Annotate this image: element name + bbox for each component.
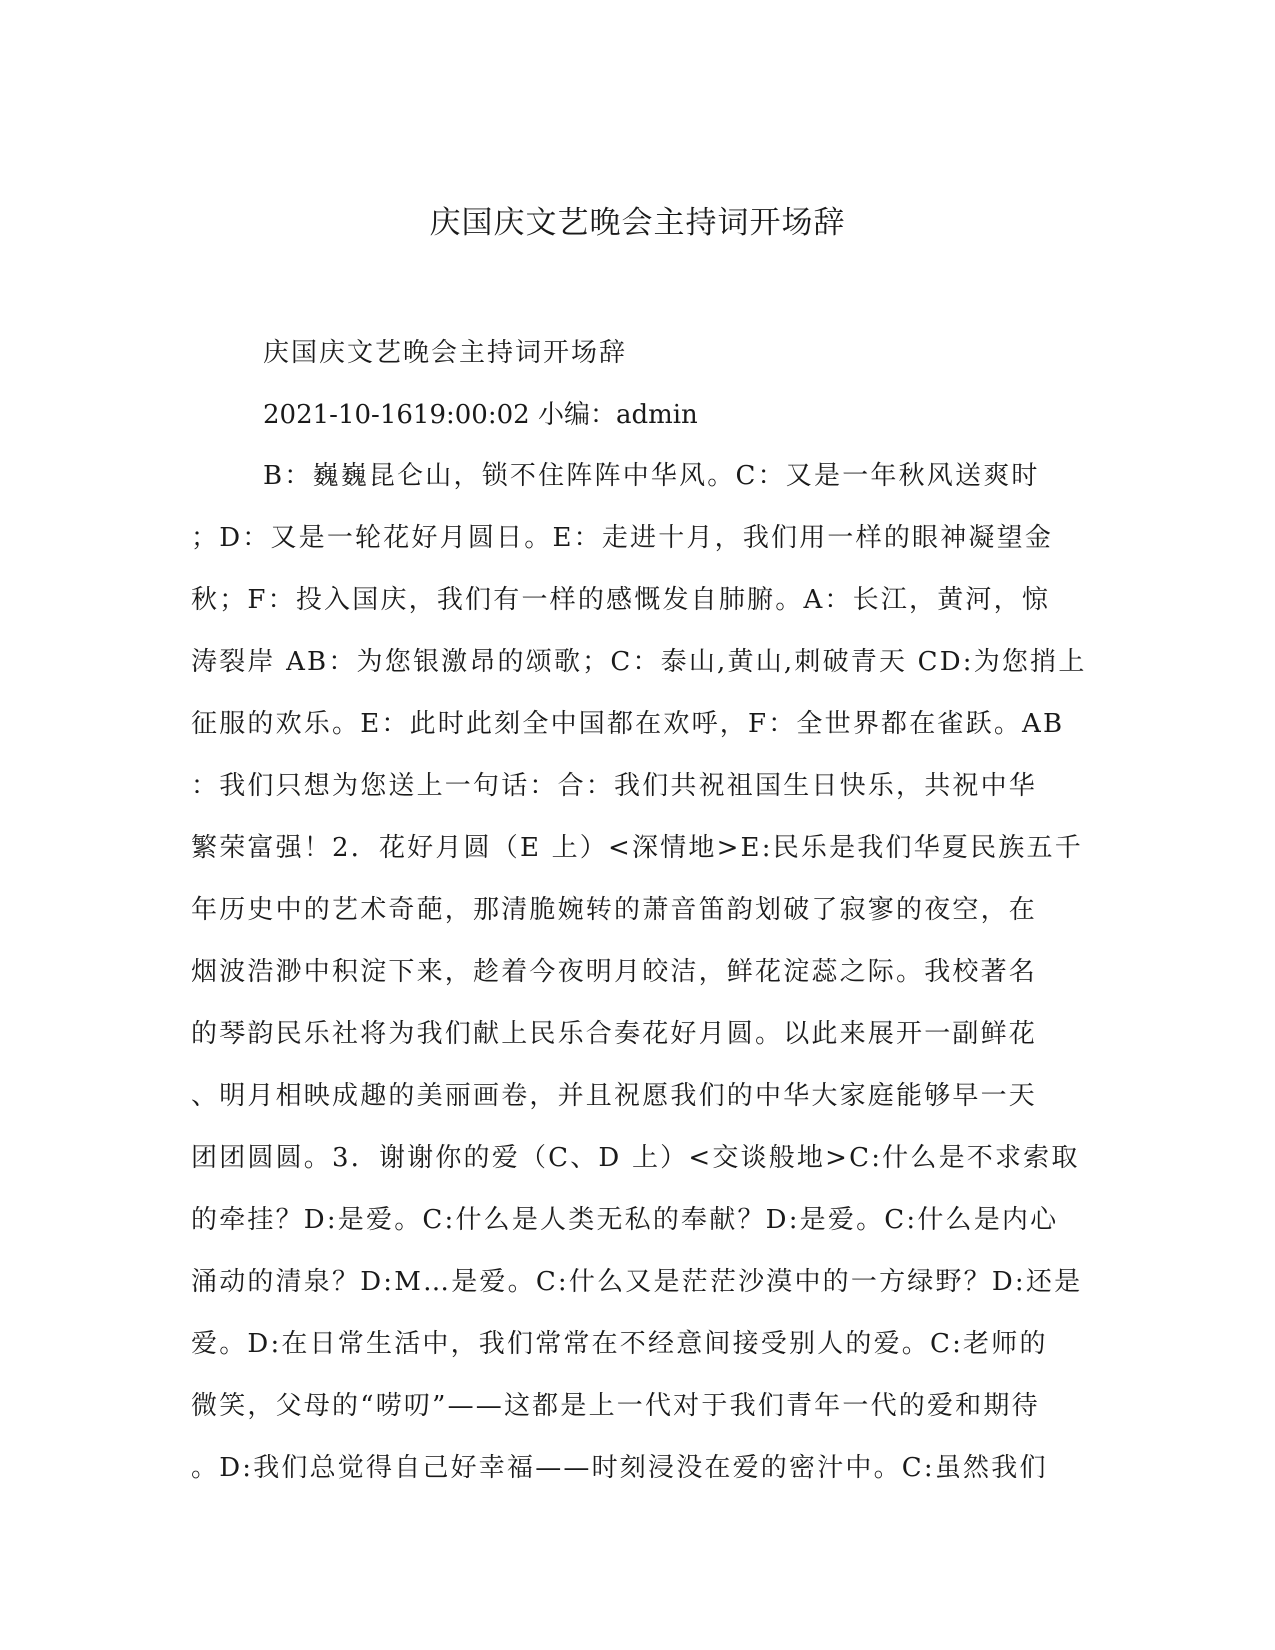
body-line: 。D:我们总觉得自己好幸福——时刻浸没在爱的密汁中。C:虽然我们	[191, 1453, 1048, 1483]
body-text	[191, 458, 1091, 1512]
body-line: 秋；F：投入国庆，我们有一样的感慨发自肺腑。A：长江，黄河，惊	[191, 585, 1051, 615]
body-line: 征服的欢乐。E：此时此刻全中国都在欢呼，F：全世界都在雀跃。AB	[191, 709, 1065, 739]
body-line: ；D：又是一轮花好月圆日。E：走进十月，我们用一样的眼神凝望金	[191, 523, 1054, 553]
body-line: 团团圆圆。3．谢谢你的爱（C、D 上）<交谈般地>C:什么是不求索取	[191, 1143, 1080, 1173]
body-line: 繁荣富强！2．花好月圆（E 上）<深情地>E:民乐是我们华夏民族五千	[191, 833, 1083, 863]
body-line: 涛裂岸 AB：为您银激昂的颂歌；C：泰山,黄山,刺破青天 CD:为您捎上	[191, 647, 1087, 677]
body-line: 涌动的清泉？D:M…是爱。C:什么又是茫茫沙漠中的一方绿野？D:还是	[191, 1267, 1083, 1297]
body-line: 的琴韵民乐社将为我们献上民乐合奏花好月圆。以此来展开一副鲜花	[191, 1019, 1038, 1049]
body-line: 微笑，父母的“唠叨”——这都是上一代对于我们青年一代的爱和期待	[191, 1391, 1040, 1421]
body-line: 爱。D:在日常生活中，我们常常在不经意间接受别人的爱。C:老师的	[191, 1329, 1048, 1359]
publish-date-line: 2021-10-1619:00:02 小编：admin	[263, 400, 698, 430]
body-line: 年历史中的艺术奇葩，那清脆婉转的萧音笛韵划破了寂寥的夜空，在	[191, 895, 1038, 925]
body-line: 、明月相映成趣的美丽画卷，并且祝愿我们的中华大家庭能够早一天	[191, 1081, 1038, 1111]
document-subtitle: 庆国庆文艺晚会主持词开场辞	[263, 338, 628, 368]
body-line: 烟波浩渺中积淀下来，趁着今夜明月皎洁，鲜花淀蕊之际。我校著名	[191, 957, 1038, 987]
body-line: B：巍巍昆仑山，锁不住阵阵中华风。C：又是一年秋风送爽时	[263, 461, 1040, 491]
body-line: ：我们只想为您送上一句话：合：我们共祝祖国生日快乐，共祝中华	[191, 771, 1038, 801]
document-title: 庆国庆文艺晚会主持词开场辞	[429, 205, 846, 241]
body-line: 的牵挂？D:是爱。C:什么是人类无私的奉献？D:是爱。C:什么是内心	[191, 1205, 1059, 1235]
